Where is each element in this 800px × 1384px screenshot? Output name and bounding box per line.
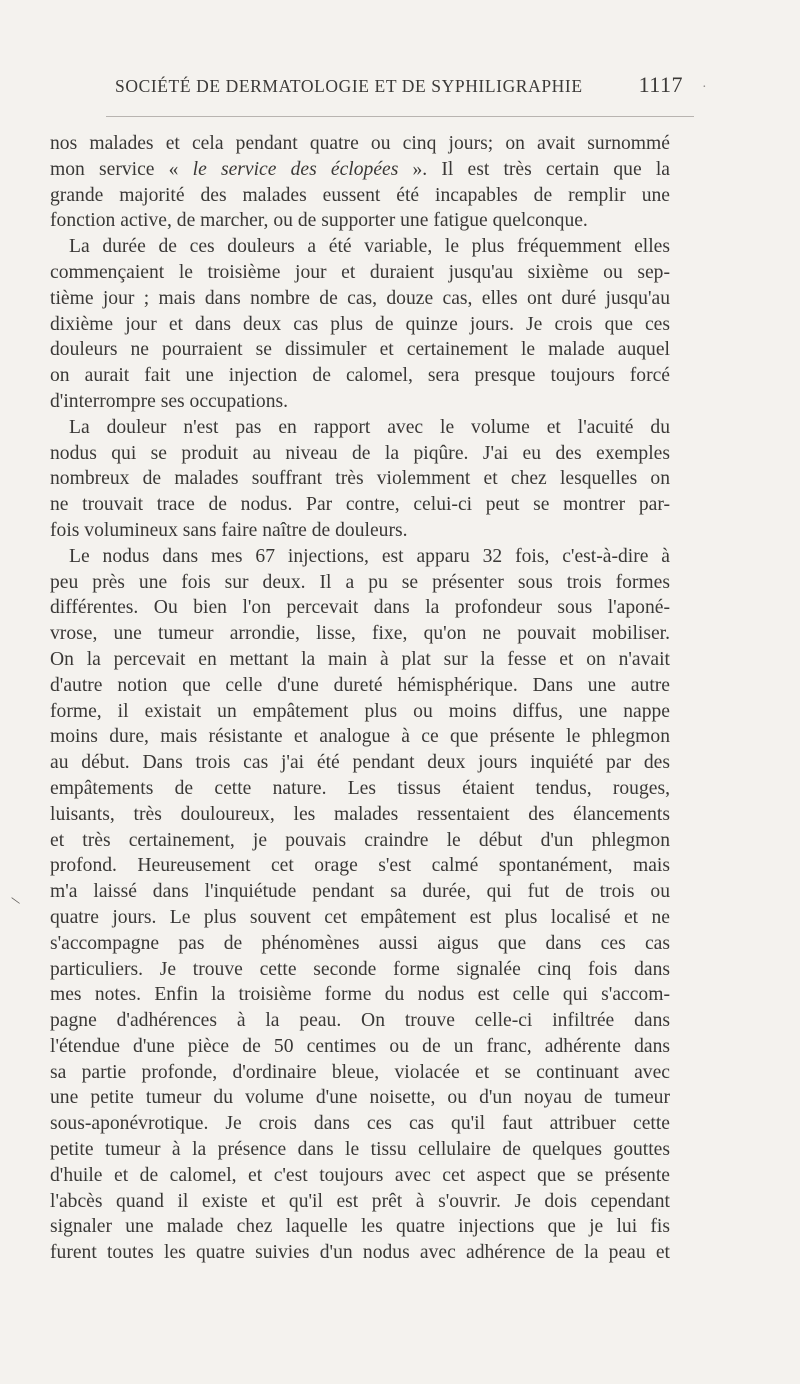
text-line — [50, 363, 670, 389]
text-segment: pagne d'adhérences à la peau. On trouve celle-ci infiltrée dans — [50, 1010, 670, 1032]
text-segment: mes notes. Enfin la troisième forme du nodus est celle qui s'accom- — [50, 984, 670, 1006]
text-segment: une petite tumeur du volume d'une noisette, ou d'un noyau de tumeur — [50, 1087, 670, 1109]
text-segment: au début. Dans trois cas j'ai été pendant deux jours inquiété par des — [50, 752, 670, 774]
text-segment: fonction active, de marcher, ou de supporter une fatigue quelconque. — [50, 210, 588, 232]
text-segment: Le nodus dans mes 67 injections, est apparu 32 fois, c'est-à-dire à — [69, 545, 670, 567]
text-line — [50, 544, 670, 570]
text-segment: moins dure, mais résistante et analogue à ce que présente le phlegmon — [50, 726, 670, 748]
text-line — [50, 183, 670, 209]
text-segment: douleurs ne pourraient se dissimuler et certainement le malade auquel — [50, 339, 670, 361]
text-line — [50, 234, 670, 260]
text-line — [50, 518, 670, 544]
text-segment: l'abcès quand il existe et qu'il est prêt à s'ouvrir. Je dois cependant — [50, 1190, 670, 1212]
text-segment: s'accompagne pas de phénomènes aussi aigus que dans ces cas — [50, 932, 670, 954]
text-line — [50, 828, 670, 854]
text-segment: peu près une fois sur deux. Il a pu se présenter sous trois formes — [50, 571, 670, 593]
header-rule — [106, 116, 694, 117]
text-line — [50, 441, 670, 467]
text-line — [50, 570, 670, 596]
text-segment: petite tumeur à la présence dans le tissu cellulaire de quelques gouttes — [50, 1139, 670, 1161]
margin-dot: · — [702, 80, 707, 95]
text-line — [50, 982, 670, 1008]
text-line — [50, 157, 670, 183]
text-segment: commençaient le troisième jour et duraient jusqu'au sixième ou sep- — [50, 261, 670, 283]
text-segment: sous-aponévrotique. Je crois dans ces cas qu'il faut attribuer cette — [50, 1113, 670, 1135]
text-segment: nodus qui se produit au niveau de la piqûre. J'ai eu des exemples — [50, 442, 670, 464]
text-segment: On la percevait en mettant la main à plat sur la fesse et on n'avait — [50, 648, 670, 670]
text-line — [50, 1163, 670, 1189]
body-text — [50, 131, 670, 1266]
text-line — [50, 699, 670, 725]
text-line — [50, 492, 670, 518]
text-segment: particuliers. Je trouve cette seconde forme signalée cinq fois dans — [50, 958, 670, 980]
text-line — [50, 931, 670, 957]
text-segment: sa partie profonde, d'ordinaire bleue, violacée et se continuant avec — [50, 1061, 670, 1083]
text-line — [50, 1060, 670, 1086]
text-line — [50, 1008, 670, 1034]
text-line — [50, 131, 670, 157]
text-segment: forme, il existait un empâtement plus ou moins diffus, une nappe — [50, 700, 670, 722]
text-segment: profond. Heureusement cet orage s'est calmé spontanément, mais — [50, 855, 670, 877]
text-line — [50, 1085, 670, 1111]
text-segment: nos malades et cela pendant quatre ou cinq jours; on avait surnommé — [50, 133, 670, 154]
text-segment: La douleur n'est pas en rapport avec le volume et l'acuité du — [69, 416, 670, 438]
text-line — [50, 853, 670, 879]
text-segment: d'huile et de calomel, et c'est toujours avec cet aspect que se présente — [50, 1164, 670, 1186]
text-segment: fois volumineux sans faire naître de douleurs. — [50, 519, 408, 541]
running-head-title: SOCIÉTÉ DE DERMATOLOGIE ET DE SYPHILIGRAPHIE — [115, 76, 583, 96]
text-segment: vrose, une tumeur arrondie, lisse, fixe, qu'on ne pouvait mobiliser. — [50, 623, 670, 645]
text-segment: grande majorité des malades eussent été incapables de remplir une — [50, 184, 670, 206]
text-line — [50, 389, 670, 415]
text-line — [50, 1189, 670, 1215]
text-line — [50, 647, 670, 673]
text-segment: m'a laissé dans l'inquiétude pendant sa durée, qui fut de trois ou — [50, 881, 670, 903]
text-segment: furent toutes les quatre suivies d'un nodus avec adhérence de la peau et — [50, 1242, 670, 1264]
text-line — [50, 1034, 670, 1060]
text-line — [50, 1214, 670, 1240]
text-line — [50, 957, 670, 983]
text-segment: nombreux de malades souffrant très violemment et chez lesquelles on — [50, 468, 670, 490]
text-line — [50, 1137, 670, 1163]
text-segment: différentes. Ou bien l'on percevait dans la profondeur sous l'aponé- — [50, 597, 670, 619]
text-segment: d'autre notion que celle d'une dureté hémisphérique. Dans une autre — [50, 674, 670, 696]
text-line — [50, 286, 670, 312]
text-line — [50, 905, 670, 931]
text-line — [50, 208, 670, 234]
text-segment: ». Il est très certain que la — [398, 158, 670, 180]
margin-pencil-mark-icon: \ — [10, 894, 23, 909]
text-line — [50, 1111, 670, 1137]
text-segment: l'étendue d'une pièce de 50 centimes ou de un franc, adhérente dans — [50, 1035, 670, 1057]
text-segment: d'interrompre ses occupations. — [50, 390, 289, 412]
text-segment: dixième jour et dans deux cas plus de quinze jours. Je crois que ces — [50, 313, 670, 335]
italic-segment: le service des éclopées — [192, 158, 399, 180]
text-line — [50, 724, 670, 750]
running-head — [115, 72, 685, 97]
text-segment: luisants, très douloureux, les malades ressentaient des élancements — [50, 803, 670, 825]
text-line — [50, 879, 670, 905]
page-number: 1117 — [638, 72, 683, 97]
text-line — [50, 673, 670, 699]
text-line — [50, 415, 670, 441]
text-line — [50, 466, 670, 492]
text-segment: La durée de ces douleurs a été variable, le plus fréquemment elles — [69, 236, 670, 258]
text-line — [50, 1240, 670, 1266]
text-line — [50, 750, 670, 776]
text-segment: tième jour ; mais dans nombre de cas, douze cas, elles ont duré jusqu'au — [50, 287, 670, 309]
text-segment: on aurait fait une injection de calomel, sera presque toujours forcé — [50, 365, 670, 387]
text-line — [50, 802, 670, 828]
text-segment: quatre jours. Le plus souvent cet empâtement est plus localisé et ne — [50, 906, 670, 928]
text-line — [50, 595, 670, 621]
text-segment: mon service « — [50, 158, 193, 180]
text-line — [50, 776, 670, 802]
text-segment: et très certainement, je pouvais craindre le début d'un phlegmon — [50, 829, 670, 851]
text-line — [50, 337, 670, 363]
text-segment: ne trouvait trace de nodus. Par contre, celui-ci peut se montrer par- — [50, 494, 670, 516]
text-line — [50, 260, 670, 286]
text-segment: signaler une malade chez laquelle les quatre injections que je lui fis — [50, 1216, 670, 1238]
text-line — [50, 621, 670, 647]
text-segment: empâtements de cette nature. Les tissus étaient tendus, rouges, — [50, 777, 670, 799]
text-line — [50, 312, 670, 338]
